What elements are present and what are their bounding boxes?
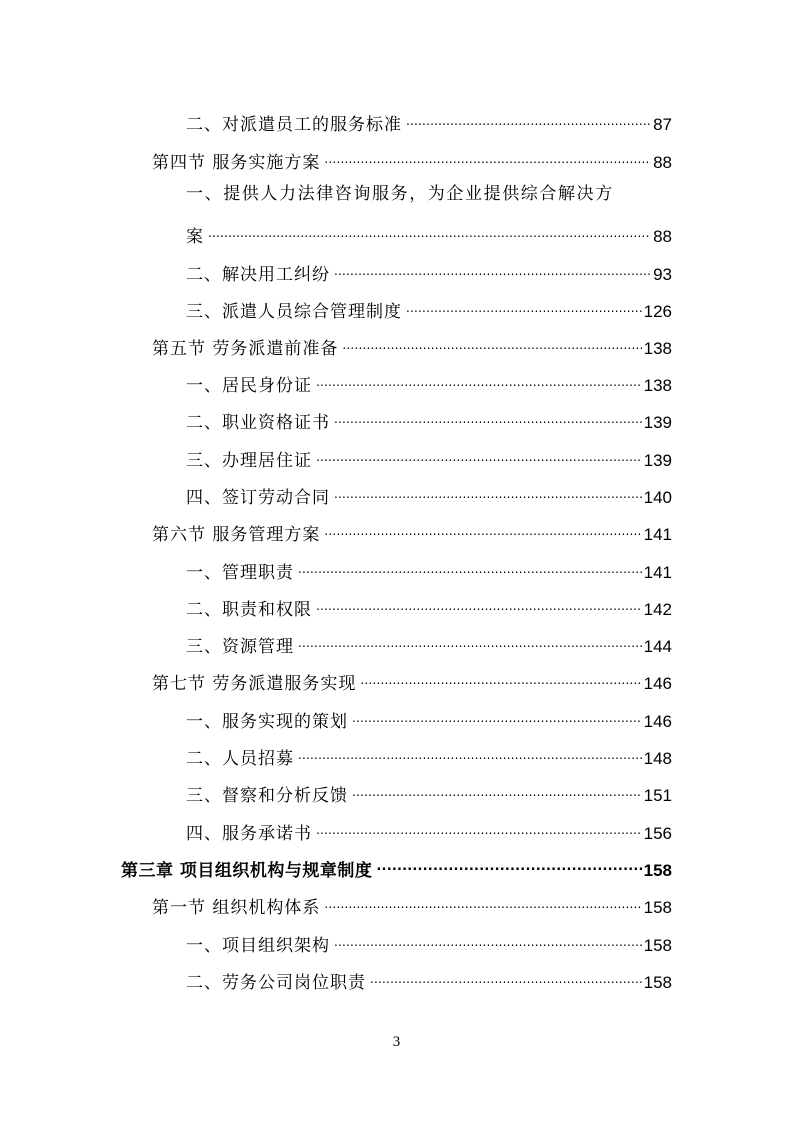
dot-leader	[406, 295, 642, 317]
toc-entry[interactable]	[186, 593, 672, 620]
toc-entry[interactable]	[152, 332, 672, 359]
dot-leader	[334, 258, 651, 280]
toc-entry[interactable]	[186, 406, 672, 433]
toc-entry-page: 141	[643, 525, 672, 544]
toc-entry-page: 88	[653, 153, 672, 172]
toc-entry[interactable]	[186, 630, 672, 657]
toc-entry-title: 二、劳务公司岗位职责	[186, 973, 366, 993]
toc-entry-page: 156	[643, 824, 672, 843]
toc-entry-title: 第一节 组织机构体系	[152, 898, 321, 918]
toc-entry[interactable]	[186, 966, 672, 993]
toc-entry-title: 一、管理职责	[186, 563, 294, 583]
toc-entry[interactable]	[152, 518, 672, 545]
dot-leader	[316, 369, 642, 391]
toc-entry[interactable]	[186, 108, 672, 135]
toc-entry-page: 138	[643, 339, 672, 358]
toc-entry[interactable]	[152, 667, 672, 694]
dot-leader	[298, 556, 642, 578]
toc-entry-title: 一、居民身份证	[186, 376, 312, 396]
toc-entry-title: 三、督察和分析反馈	[186, 786, 348, 806]
toc-entry-title: 二、职责和权限	[186, 600, 312, 620]
toc-entry-page: 141	[643, 563, 672, 582]
toc-entry-page: 158	[643, 898, 672, 917]
dot-leader	[324, 891, 641, 913]
toc-entry-page: 126	[643, 302, 672, 321]
page-number: 3	[392, 1034, 401, 1050]
toc-entry-page: 146	[643, 674, 672, 693]
dot-leader	[406, 108, 651, 130]
toc-entry-page: 158	[643, 936, 672, 955]
dot-leader	[298, 630, 642, 652]
toc-entry-page: 93	[653, 265, 672, 284]
toc-entry[interactable]	[186, 258, 672, 285]
toc-entry-page: 139	[643, 451, 672, 470]
dot-leader	[360, 667, 641, 689]
dot-leader	[298, 742, 642, 764]
dot-leader	[352, 705, 642, 727]
toc-entry-title-line1[interactable]: 一、提供人力法律咨询服务，为企业提供综合解决方	[186, 184, 614, 204]
toc-entry[interactable]	[186, 369, 672, 396]
dot-leader	[316, 593, 642, 615]
toc-entry-title: 四、服务承诺书	[186, 824, 312, 844]
toc-entry-title: 第六节 服务管理方案	[152, 525, 321, 545]
toc-entry-page: 158	[643, 973, 672, 992]
toc-entry[interactable]	[186, 481, 672, 508]
toc-entry-page: 87	[653, 115, 672, 134]
toc-entry-page: 158	[643, 861, 672, 880]
dot-leader	[324, 146, 651, 168]
toc-entry[interactable]	[152, 891, 672, 918]
toc-entry-title: 三、资源管理	[186, 637, 294, 657]
toc-entry-page: 138	[643, 376, 672, 395]
toc-entry[interactable]	[186, 220, 672, 247]
toc-entry-page: 140	[643, 488, 672, 507]
toc-entry-page: 88	[653, 227, 672, 246]
toc-entry-title: 二、人员招募	[186, 749, 294, 769]
dot-leader	[370, 966, 642, 988]
toc-entry-title: 第四节 服务实施方案	[152, 153, 321, 173]
toc-entry[interactable]	[152, 146, 672, 173]
toc-entry-title: 第五节 劳务派遣前准备	[152, 339, 339, 359]
toc-entry-title: 三、办理居住证	[186, 451, 312, 471]
toc-entry[interactable]	[186, 779, 672, 806]
dot-leader	[334, 481, 642, 503]
toc-entry[interactable]	[186, 444, 672, 471]
toc-entry[interactable]	[186, 817, 672, 844]
toc-chapter-entry[interactable]	[121, 854, 672, 881]
dot-leader	[334, 929, 642, 951]
dot-leader	[352, 779, 642, 801]
toc-entry-title: 二、职业资格证书	[186, 413, 330, 433]
toc-entry-title: 第七节 劳务派遣服务实现	[152, 674, 357, 694]
toc-entry-title: 案	[186, 227, 204, 247]
toc-entry[interactable]	[186, 295, 672, 322]
toc-entry-title: 一、项目组织架构	[186, 936, 330, 956]
toc-entry-title: 二、对派遣员工的服务标准	[186, 115, 402, 135]
toc-entry-title: 第三章 项目组织机构与规章制度	[121, 861, 373, 881]
toc-entry[interactable]	[186, 742, 672, 769]
toc-entry[interactable]	[186, 556, 672, 583]
toc-entry-page: 151	[643, 786, 672, 805]
toc-entry-page: 144	[643, 637, 672, 656]
toc-entry-title: 一、服务实现的策划	[186, 712, 348, 732]
dot-leader	[208, 220, 651, 242]
dot-leader	[316, 444, 642, 466]
toc-entry-title: 二、解决用工纠纷	[186, 265, 330, 285]
dot-leader	[316, 817, 642, 839]
dot-leader	[334, 406, 642, 428]
dot-leader	[376, 854, 641, 876]
dot-leader	[324, 518, 641, 540]
toc-entry[interactable]	[186, 929, 672, 956]
toc-entry-title: 三、派遣人员综合管理制度	[186, 302, 402, 322]
toc-entry[interactable]	[186, 705, 672, 732]
toc-entry-page: 142	[643, 600, 672, 619]
dot-leader	[342, 332, 641, 354]
toc-entry-page: 148	[643, 749, 672, 768]
toc-entry-page: 146	[643, 712, 672, 731]
toc-entry-title: 四、签订劳动合同	[186, 488, 330, 508]
toc-entry-page: 139	[643, 413, 672, 432]
